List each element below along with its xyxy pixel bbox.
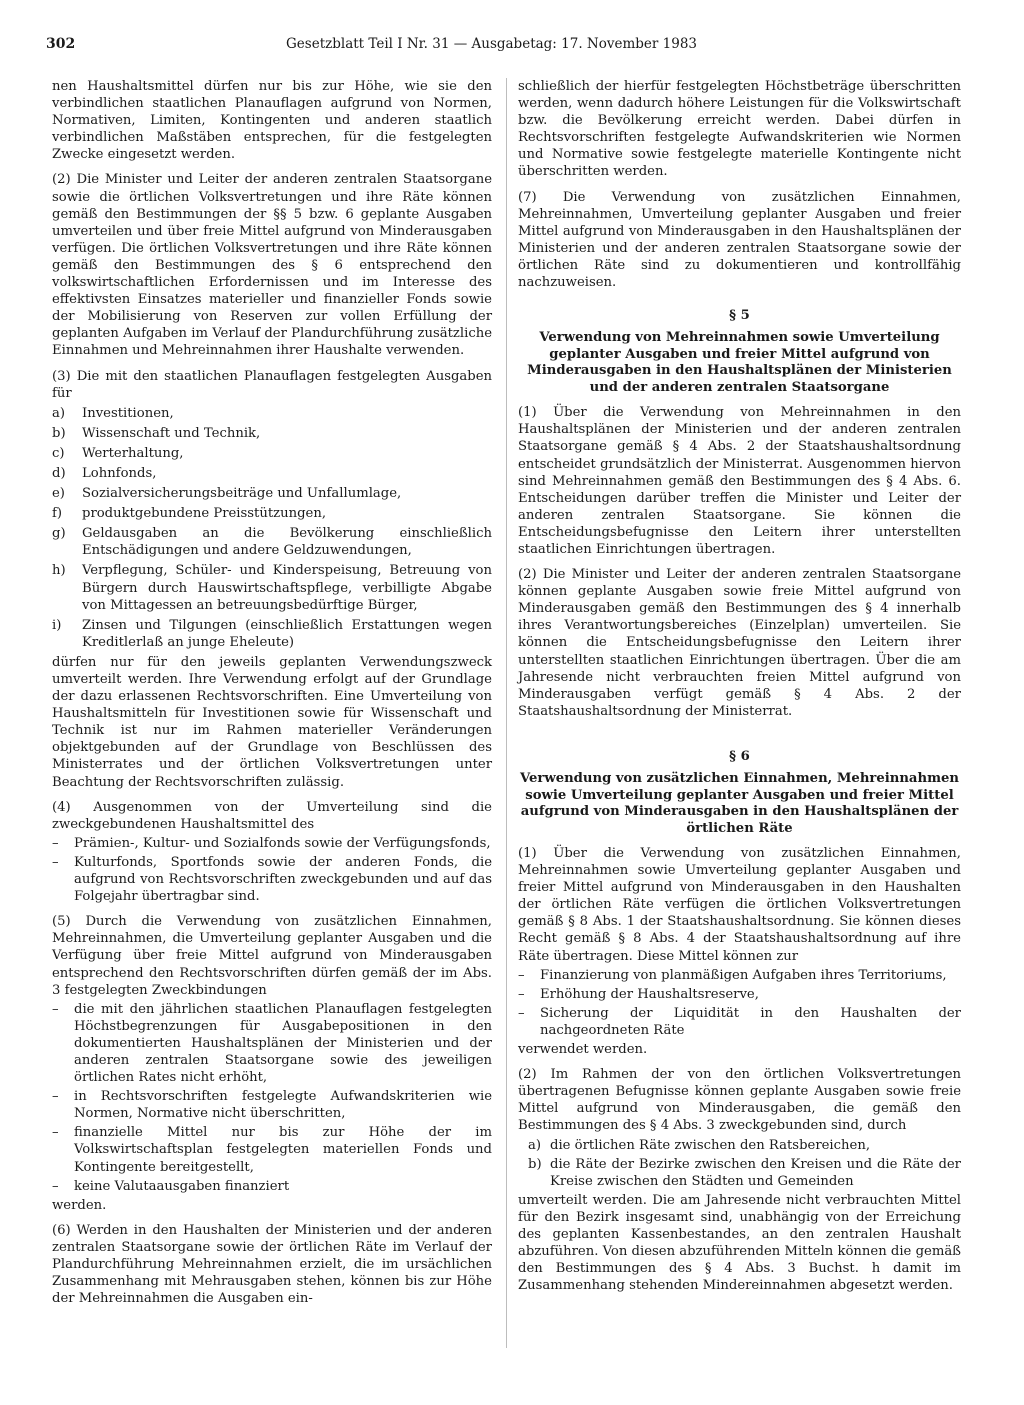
section-6-paragraph-2-intro: (2) Im Rahmen der von den örtlichen Volksvertretungen übertragenen Befugnisse können geplante Ausgaben sowie freie Mittel aufgrund von Minderausgaben, die gemäß den Bestimmungen des § 4 Abs. 3 zweckgebunden sind, durch [518,1067,961,1134]
paragraph-4-list [52,835,492,905]
list-item-label: e) [52,486,65,502]
list-item-label: a) [528,1137,542,1153]
list-item-label: – [52,1089,59,1105]
list-item-label: – [518,986,525,1002]
list-item-label: a) [52,405,66,421]
list-item-label: b) [528,1156,542,1172]
list-item-text: die mit den jährlichen staatlichen Planauflagen festgelegten Höchstbegrenzungen für Ausgabepositionen in den dokumentierten Haushaltsplänen der Ministerien und der anderen zentralen Staatsorgane sowie des jeweiligen örtlichen Rates nicht erhöht, [74,1001,492,1086]
list-item [52,445,492,462]
section-6-paragraph-2-outro: umverteilt werden. Die am Jahresende nicht verbrauchten Mittel für den Bezirk insgesamt sind, unabhängig von der Erreichung des geplanten Kassenbestandes, an den zentralen Haushalt abzuführen. Von diesen abzuführenden Mitteln können die gemäß den Bestimmungen des § 4 Abs. 3 Buchst. h damit im Zusammenhang stehenden Mindereinnahmen abgesetzt werden. [518,1192,961,1294]
list-item-label: – [52,1001,59,1017]
paragraph-continued-right: schließlich der hierfür festgelegten Höchstbeträge überschritten werden, wenn dadurch höhere Leistungen für die Volkswirtschaft bzw. die Bevölkerung erreicht werden. Dabei dürfen in Rechtsvorschriften festgelegte Aufwandskriterien wie Normen und Normative sowie festgelegte materielle Kontingente nicht überschritten werden. [518,79,961,180]
list-item-label: f) [52,506,63,522]
list-item [52,405,492,422]
list-item-text: Wissenschaft und Technik, [82,425,261,441]
list-item-text: produktgebundene Preisstützungen, [82,506,327,522]
section-6-title: Verwendung von zusätzlichen Einnahmen, Mehreinnahmen sowie Umverteilung geplanter Ausgaben und freier Mittel aufgrund von Minderausgaben in den Haushaltsplänen der örtlichen Räte [519,771,960,836]
list-item-text: Verpflegung, Schüler- und Kinderspeisung, Betreuung von Bürgern durch Hauswirtschaftspflege, verbilligte Abgabe von Mittagessen an betreuungsbedürftige Bürger, [82,563,492,613]
list-item [52,1001,492,1086]
page-header [46,36,959,60]
section-6-paragraph-1-outro: verwendet werden. [518,1042,648,1058]
section-6-number: § 6 [729,748,750,764]
list-item-text: Zinsen und Tilgungen (einschließlich Erstattungen wegen Kreditlerlaß an junge Eheleute) [82,617,492,650]
paragraph-3-list [52,405,492,651]
list-item-label: – [518,967,525,983]
list-item [52,525,492,559]
list-item-label: c) [52,445,65,461]
list-item [52,1088,492,1122]
section-5-title: Verwendung von Mehreinnahmen sowie Umverteilung geplanter Ausgaben und freier Mittel aufgrund von Minderausgaben in den Haushaltsplänen der Ministerien und der anderen zentralen Staatsorgane [527,330,952,395]
paragraph-6: (6) Werden in den Haushalten der Ministerien und der anderen zentralen Staatsorgane sowie der örtlichen Räte im Verlauf der Plandurchführung Mehreinnahmen erzielt, die im ursächlichen Zusammenhang mit Mehrausgaben stehen, können bis zur Höhe der Mehreinnahmen die Ausgaben ein- [52,1222,492,1307]
list-item [518,967,961,984]
list-item-text: Sicherung der Liquidität in den Haushalten der nachgeordneten Räte [540,1005,961,1038]
paragraph-continued: nen Haushaltsmittel dürfen nur bis zur Höhe, wie sie den verbindlichen staatlichen Planauflagen aufgrund von Normen, Normativen, Limiten, Kontingenten und anderen staatlich verbindlichen Maßstäben entsprechen, für die festgelegten Zwecke eingesetzt werden. [52,79,492,163]
list-item-text: in Rechtsvorschriften festgelegte Aufwandskriterien wie Normen, Normative nicht überschritten, [74,1089,492,1122]
list-item [518,986,961,1003]
section-6-paragraph-2-list [518,1137,961,1190]
list-item [52,465,492,482]
list-item-label: – [52,854,59,870]
list-item-text: Kulturfonds, Sportfonds sowie der anderen Fonds, die aufgrund von Rechtsvorschriften zweckgebunden und auf das Folgejahr übertragbar sind. [74,854,492,905]
list-item [52,425,492,442]
list-item-text: Prämien-, Kultur- und Sozialfonds sowie der Verfügungsfonds, [74,835,491,851]
list-item [52,505,492,522]
list-item [52,1124,492,1175]
list-item-text: keine Valutaausgaben finanziert [74,1178,290,1194]
section-5-number: § 5 [729,308,750,324]
page-title: Gesetzblatt Teil I Nr. 31 — Ausgabetag: 17. November 1983 [286,36,697,52]
list-item [528,1156,961,1190]
list-item-text: Sozialversicherungsbeiträge und Unfallumlage, [82,486,402,502]
list-item-label: – [518,1005,525,1021]
paragraph-7: (7) Die Verwendung von zusätzlichen Einnahmen, Mehreinnahmen, Umverteilung geplanter Ausgaben und freier Mittel aufgrund von Minderausgaben in den Haushaltsplänen der Ministerien und der anderen zentralen Staatsorgane sowie der örtlichen Räte sind zu dokumentieren und kontrollfähig nachzuweisen. [518,189,961,291]
list-item [528,1137,961,1154]
list-item-text: die Räte der Bezirke zwischen den Kreisen und die Räte der Kreise zwischen den Städten und Gemeinden [550,1156,961,1189]
list-item-text: Werterhaltung, [82,445,184,461]
column-divider [506,78,507,1348]
list-item-text: Erhöhung der Haushaltsreserve, [540,986,759,1002]
paragraph-3-outro: dürfen nur für den jeweils geplanten Verwendungszweck umverteilt werden. Ihre Verwendung erfolgt auf der Grundlage der dazu erlassenen Rechtsvorschriften. Eine Umverteilung von Haushaltsmitteln für Investitionen sowie für Wissenschaft und Technik ist nur im Rahmen materieller Veränderungen objektgebunden auf der Grundlage von Beschlüssen des Ministerrates und der örtlichen Volksvertretungen unter Beachtung der Rechtsvorschriften zulässig. [52,654,492,790]
paragraph-2: (2) Die Minister und Leiter der anderen zentralen Staatsorgane sowie die örtlichen Volksvertretungen und ihre Räte können gemäß den Bestimmungen der §§ 5 bzw. 6 geplante Ausgaben umverteilen und über freie Mittel aufgrund von Minderausgaben verfügen. Die örtlichen Volksvertretungen und ihre Räte können gemäß den Bestimmungen des § 6 entsprechend den volkswirtschaftlichen Erfordernissen und im Interesse des effektivsten Einsatzes materieller und finanzieller Fonds sowie der Mobilisierung von Reserven zur vollen Erfüllung der geplanten Aufgaben im Verlauf der Plandurchführung zusätzliche Einnahmen und Mehreinnahmen ihrer Haushalte verwenden. [52,172,492,359]
section-5-paragraph-2: (2) Die Minister und Leiter der anderen zentralen Staatsorgane können geplante Ausgaben sowie freie Mittel aufgrund von Minderausgaben gemäß den Bestimmungen des § 4 innerhalb ihres Verantwortungsbereiches (Einzelplan) umverteilen. Sie können die Entscheidungsbefugnisse den Leitern ihrer unterstellten staatlichen Einrichtungen übertragen. Über die am Jahresende nicht verbrauchten freien Mittel aufgrund von Minderausgaben verfügt gemäß § 4 Abs. 2 der Staatshaushaltsordnung der Ministerrat. [518,567,961,719]
right-column [518,78,961,1302]
list-item [52,485,492,502]
left-column [52,78,492,1315]
list-item-label: d) [52,465,66,481]
list-item-label: h) [52,563,66,579]
page-number: 302 [46,36,76,52]
list-item-text: die örtlichen Räte zwischen den Ratsbereichen, [550,1137,871,1153]
list-item-text: finanzielle Mittel nur bis zur Höhe der im Volkswirtschaftsplan festgelegten materiellen Fonds und Kontingente bereitgestellt, [74,1125,492,1175]
list-item [518,1005,961,1039]
list-item [52,854,492,905]
list-item-label: – [52,1125,59,1141]
list-item-label: g) [52,526,66,542]
paragraph-3-intro: (3) Die mit den staatlichen Planauflagen festgelegten Ausgaben für [52,368,492,401]
list-item-label: i) [52,617,62,633]
list-item [52,1178,492,1195]
list-item [52,835,492,852]
list-item-text: Investitionen, [82,405,174,421]
list-item-label: – [52,835,59,851]
section-5-paragraph-1: (1) Über die Verwendung von Mehreinnahmen in den Haushaltsplänen der Ministerien und der anderen zentralen Staatsorgane gemäß § 4 Abs. 2 der Staatshaushaltsordnung entscheidet grundsätzlich der Ministerrat. Ausgenommen hiervon sind Mehreinnahmen gemäß den Bestimmungen des § 4 Abs. 6. Entscheidungen darüber treffen die Minister und Leiter der anderen zentralen Staatsorgane. Sie können die Entscheidungsbefugnisse den Leitern ihrer unterstellten staatlichen Einrichtungen übertragen. [518,405,961,557]
section-6-paragraph-1-list [518,967,961,1039]
section-6-paragraph-1-intro: (1) Über die Verwendung von zusätzlichen Einnahmen, Mehreinnahmen sowie Umverteilung geplanter Ausgaben und freier Mittel aufgrund von Minderausgaben in den Haushalten der örtlichen Räte verfügen die örtlichen Volksvertretungen gemäß § 8 Abs. 1 der Staatshaushaltsordnung. Sie können dieses Recht gemäß § 8 Abs. 4 der Staatshaushaltsordnung auf ihre Räte übertragen. Diese Mittel können zur [518,846,961,964]
paragraph-5-outro: werden. [52,1197,107,1213]
list-item-text: Finanzierung von planmäßigen Aufgaben ihres Territoriums, [540,967,947,983]
list-item-text: Geldausgaben an die Bevölkerung einschließlich Entschädigungen und andere Geldzuwendungen, [82,526,492,559]
paragraph-5-list [52,1001,492,1195]
list-item [52,617,492,651]
paragraph-5-intro: (5) Durch die Verwendung von zusätzlichen Einnahmen, Mehreinnahmen, die Umverteilung geplanter Ausgaben und die Verfügung über freie Mittel aufgrund von Minderausgaben entsprechend den Rechtsvorschriften dürfen gemäß der im Abs. 3 festgelegten Zweckbindungen [52,914,492,998]
list-item-label: – [52,1178,59,1194]
list-item-text: Lohnfonds, [82,465,157,481]
paragraph-4-intro: (4) Ausgenommen von der Umverteilung sind die zweckgebundenen Haushaltsmittel des [52,799,492,832]
list-item [52,562,492,613]
list-item-label: b) [52,425,66,441]
